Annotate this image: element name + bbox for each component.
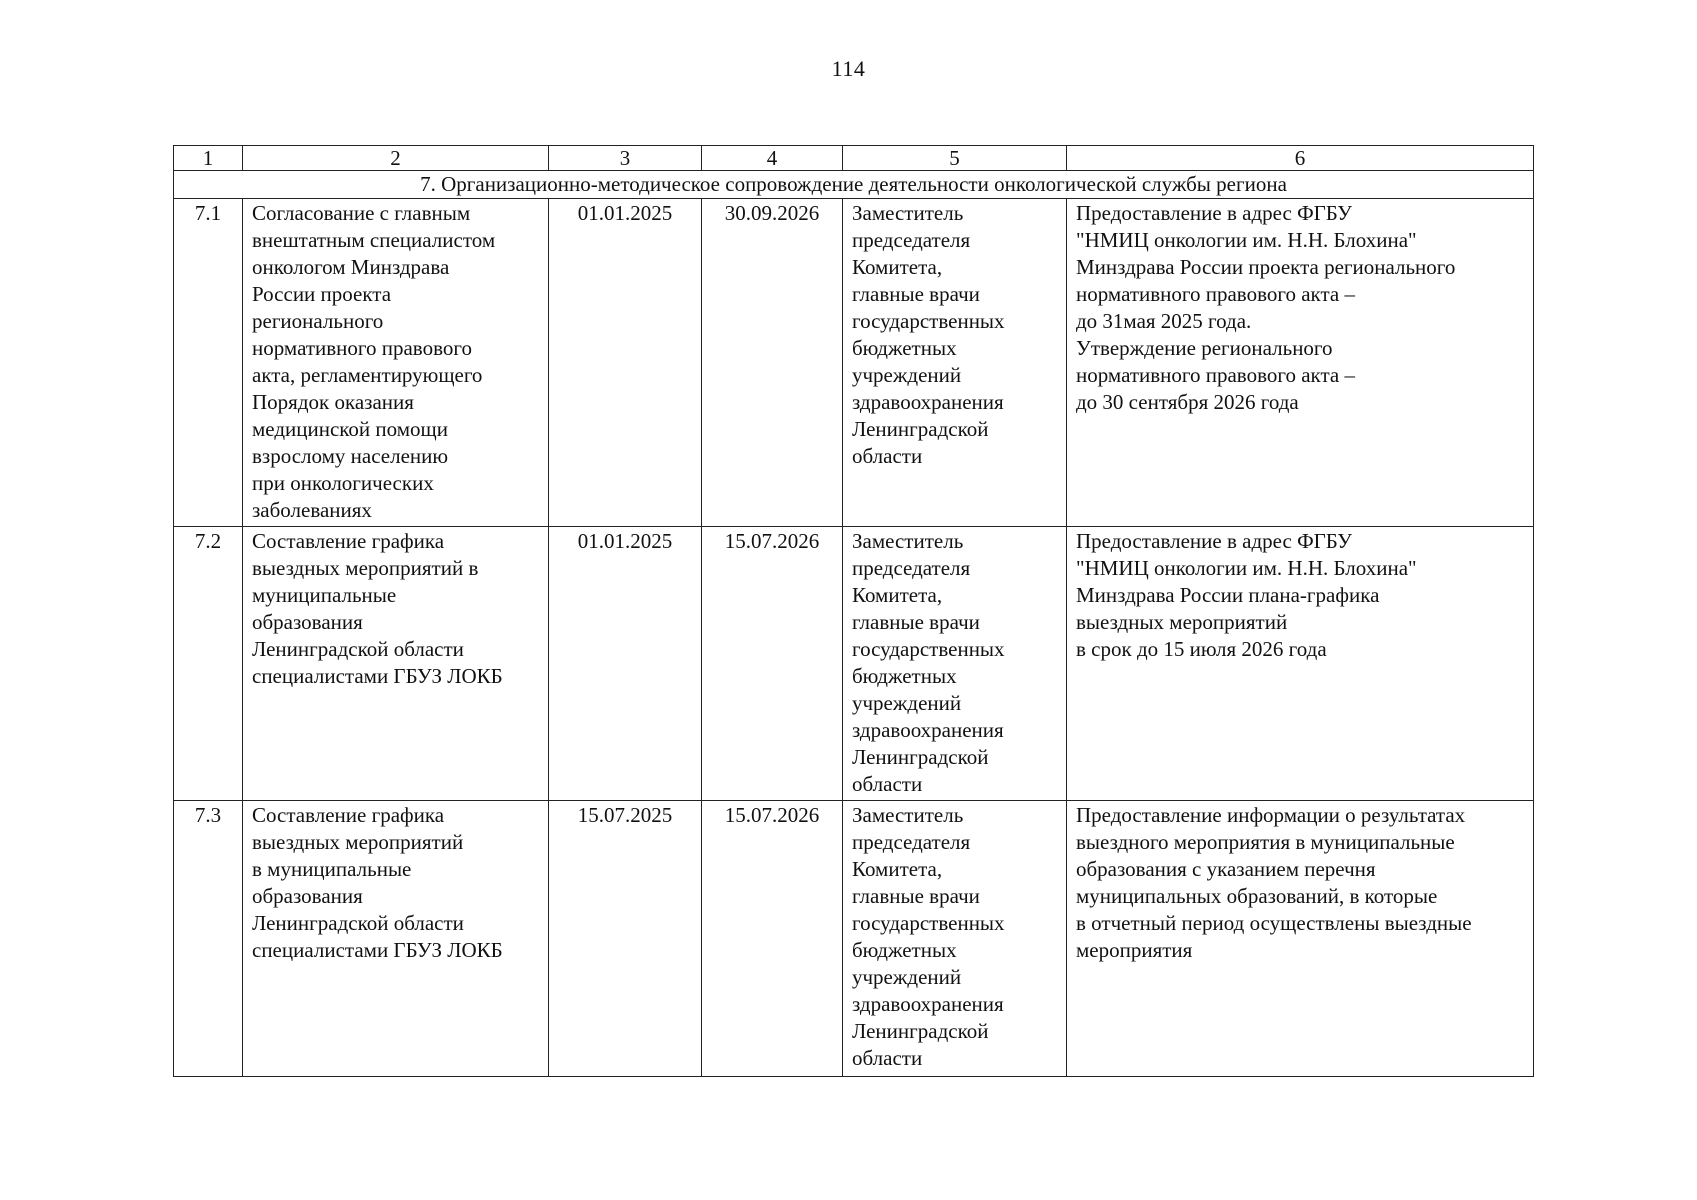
column-header: 6	[1067, 146, 1534, 171]
responsible-cell: Заместитель председателя Комитета, главные врачи государственных бюджетных учреждений здравоохранения Ленинградской области	[843, 801, 1067, 1077]
result-cell: Предоставление в адрес ФГБУ "НМИЦ онкологии им. Н.Н. Блохина" Минздрава России плана-графика выездных мероприятий в срок до 15 июля 2026 года	[1067, 527, 1534, 801]
item-number: 7.1	[174, 199, 243, 527]
responsible-cell: Заместитель председателя Комитета, главные врачи государственных бюджетных учреждений здравоохранения Ленинградской области	[843, 199, 1067, 527]
item-number: 7.3	[174, 801, 243, 1077]
responsible-cell: Заместитель председателя Комитета, главные врачи государственных бюджетных учреждений здравоохранения Ленинградской области	[843, 527, 1067, 801]
page-number: 114	[831, 56, 866, 81]
table-row	[174, 199, 1534, 527]
end-date-cell: 30.09.2026	[702, 199, 843, 527]
column-header: 1	[174, 146, 243, 171]
table-row	[174, 801, 1534, 1077]
activity-plan-table	[173, 145, 1534, 1077]
activity-cell: Составление графика выездных мероприятий в муниципальные образования Ленинградской области специалистами ГБУЗ ЛОКБ	[243, 801, 549, 1077]
activity-cell: Согласование с главным внештатным специалистом онкологом Минздрава России проекта регионального нормативного правового акта, регламентирующего Порядок оказания медицинской помощи взрослому населению при онкологических заболеваниях	[243, 199, 549, 527]
end-date-cell: 15.07.2026	[702, 527, 843, 801]
result-cell: Предоставление информации о результатах выездного мероприятия в муниципальные образования с указанием перечня муниципальных образований, в которые в отчетный период осуществлены выездные мероприятия	[1067, 801, 1534, 1077]
column-header: 4	[702, 146, 843, 171]
item-number: 7.2	[174, 527, 243, 801]
column-header: 5	[843, 146, 1067, 171]
column-header: 3	[549, 146, 702, 171]
end-date-cell: 15.07.2026	[702, 801, 843, 1077]
column-header: 2	[243, 146, 549, 171]
result-cell: Предоставление в адрес ФГБУ "НМИЦ онкологии им. Н.Н. Блохина" Минздрава России проекта регионального нормативного правового акта – до 31мая 2025 года. Утверждение регионального нормативного правового акта – до 30 сентября 2026 года	[1067, 199, 1534, 527]
section-title: 7. Организационно-методическое сопровождение деятельности онкологической службы региона	[174, 171, 1534, 199]
start-date-cell: 15.07.2025	[549, 801, 702, 1077]
section-row	[174, 171, 1534, 199]
start-date-cell: 01.01.2025	[549, 527, 702, 801]
start-date-cell: 01.01.2025	[549, 199, 702, 527]
column-number-row	[174, 146, 1534, 171]
table-row	[174, 527, 1534, 801]
activity-cell: Составление графика выездных мероприятий в муниципальные образования Ленинградской области специалистами ГБУЗ ЛОКБ	[243, 527, 549, 801]
